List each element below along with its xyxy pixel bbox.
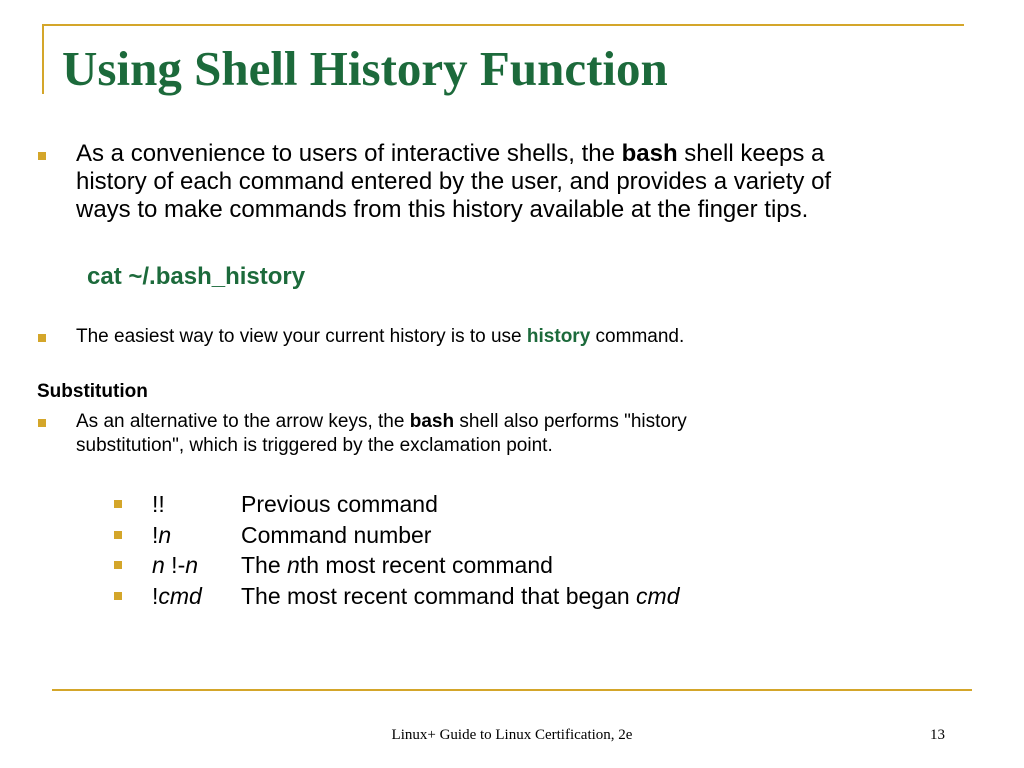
substitution-line-2: substitution", which is triggered by the exclamation point. <box>76 435 553 456</box>
intro-paragraph <box>76 140 996 224</box>
frame-left-rule <box>42 24 44 94</box>
sub-item-symbol-italic-2: n <box>185 552 199 578</box>
intro-text-after: shell keeps a <box>677 140 825 167</box>
bullet-square-icon <box>38 419 46 427</box>
sub-item-desc-before: The <box>241 552 288 578</box>
bullet-square-icon <box>38 334 46 342</box>
footer-text: Linux+ Guide to Linux Certification, 2e <box>391 727 633 743</box>
sub-item-symbol <box>152 581 202 611</box>
intro-line-1 <box>76 140 996 168</box>
substitution-line-1 <box>76 410 976 434</box>
bullet-square-icon <box>114 561 122 569</box>
sub-item-desc-after: th most recent command <box>299 552 553 578</box>
footer-rule <box>52 689 972 691</box>
sub-item-desc-before: The most recent command that began <box>241 583 637 609</box>
sub-item-symbol-mid: !- <box>164 552 186 578</box>
history-keyword: history <box>526 326 591 347</box>
sub-item-description <box>241 581 680 611</box>
sub-item-desc-italic: cmd <box>636 583 680 609</box>
sub-item-symbol: !! <box>152 491 165 517</box>
sub-item-symbol-italic: n <box>158 522 172 548</box>
page-number: 13 <box>930 727 945 743</box>
intro-bash-keyword: bash <box>621 140 678 167</box>
substitution-paragraph <box>76 410 976 458</box>
sub-item-description: Command number <box>241 522 432 548</box>
sub-item-symbol-italic: cmd <box>158 583 202 609</box>
sub-item-symbol-italic-1: n <box>152 552 165 578</box>
sub-item-description <box>241 550 553 580</box>
sub-item-description: Previous command <box>241 491 438 517</box>
sub-item-symbol-prefix: ! <box>152 522 159 548</box>
bullet-square-icon <box>114 531 122 539</box>
substitution-heading: Substitution <box>37 381 148 402</box>
sub-item-symbol <box>152 520 171 550</box>
bullet-square-icon <box>114 500 122 508</box>
command-example: cat ~/.bash_history <box>87 263 306 290</box>
history-text-before: The easiest way to view your current history is to use <box>76 326 527 347</box>
substitution-text-before: As an alternative to the arrow keys, the <box>76 411 410 432</box>
bullet-square-icon <box>38 152 46 160</box>
sub-item-symbol-prefix: ! <box>152 583 159 609</box>
substitution-bash-keyword: bash <box>409 411 455 432</box>
intro-text-before: As a convenience to users of interactive shells, the <box>76 140 622 167</box>
slide-title: Using Shell History Function <box>62 41 668 96</box>
bullet-square-icon <box>114 592 122 600</box>
history-text-after: command. <box>590 326 685 347</box>
sub-item-symbol <box>152 550 198 580</box>
substitution-text-after: shell also performs "history <box>454 411 687 432</box>
history-bullet-text <box>76 325 684 349</box>
frame-top-rule <box>42 24 964 26</box>
sub-item-desc-italic: n <box>287 552 300 578</box>
intro-line-3: ways to make commands from this history available at the finger tips. <box>76 196 809 223</box>
intro-line-2: history of each command entered by the user, and provides a variety of <box>76 168 832 195</box>
